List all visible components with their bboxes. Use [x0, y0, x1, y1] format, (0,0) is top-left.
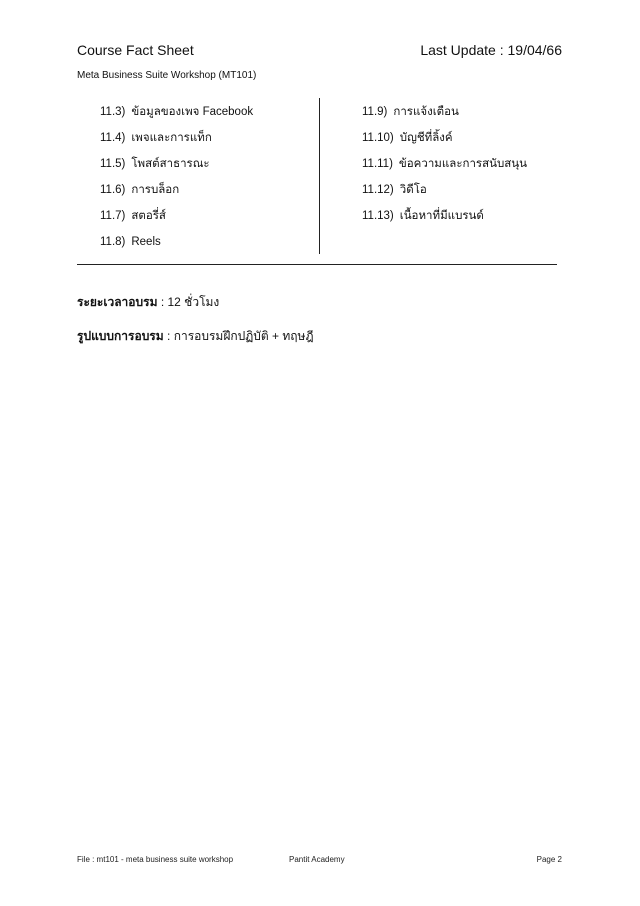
topic-number: 11.9) [362, 106, 388, 118]
topic-number: 11.11) [362, 158, 393, 170]
last-update-label: Last Update : [420, 42, 504, 58]
footer-org: Pantit Academy [289, 855, 345, 864]
column-divider [319, 98, 320, 254]
training-duration [77, 293, 219, 312]
duration-value: 12 ชั่วโมง [167, 295, 220, 309]
format-separator: : [163, 329, 174, 343]
topic-item [100, 234, 253, 260]
topic-item [362, 208, 527, 234]
topic-number: 11.8) [100, 236, 126, 248]
topic-list-right [362, 104, 527, 234]
topic-number: 11.13) [362, 210, 394, 222]
footer-file: File : mt101 - meta business suite workshop [77, 855, 234, 864]
course-subtitle: Meta Business Suite Workshop (MT101) [77, 70, 257, 81]
topic-text: วิดีโอ [399, 184, 427, 196]
topic-item [100, 104, 253, 130]
topic-text: เนื้อหาที่มีแบรนด์ [399, 210, 484, 222]
topic-number: 11.4) [100, 132, 126, 144]
topic-number: 11.6) [100, 184, 126, 196]
duration-label: ระยะเวลาอบรม [77, 295, 158, 309]
topic-text: ข้อมูลของเพจ Facebook [131, 106, 254, 118]
topic-text: การบล็อก [131, 184, 180, 196]
topic-item [100, 208, 253, 234]
last-update [420, 42, 562, 58]
topic-number: 11.5) [100, 158, 126, 170]
topic-item [362, 104, 527, 130]
duration-separator: : [157, 295, 168, 309]
topic-item [100, 182, 253, 208]
topic-item [362, 182, 527, 208]
last-update-value: 19/04/66 [507, 42, 562, 58]
topic-list-left [100, 104, 253, 260]
topic-text: บัญชีที่ลิ้งค์ [399, 132, 453, 144]
topic-number: 11.12) [362, 184, 394, 196]
format-value: การอบรมฝึกปฏิบัติ + ทฤษฎี [173, 329, 314, 343]
topic-number: 11.3) [100, 106, 126, 118]
topic-text: โพสต์สาธารณะ [131, 158, 210, 170]
topic-item [100, 130, 253, 156]
topic-item [362, 156, 527, 182]
training-format [77, 327, 314, 346]
topic-text: ข้อความและการสนับสนุน [398, 158, 528, 170]
topic-number: 11.7) [100, 210, 126, 222]
topic-text: สตอรี่ส์ [131, 210, 166, 222]
footer-page-number: Page 2 [536, 855, 562, 864]
topic-text: การแจ้งเตือน [393, 106, 459, 118]
topic-item [100, 156, 253, 182]
topic-item [362, 130, 527, 156]
format-label: รูปแบบการอบรม [77, 329, 164, 343]
topic-text: เพจและการแท็ก [131, 132, 212, 144]
topic-text: Reels [131, 236, 161, 248]
section-divider [77, 264, 557, 265]
page-header-title: Course Fact Sheet [77, 42, 194, 58]
topic-number: 11.10) [362, 132, 394, 144]
